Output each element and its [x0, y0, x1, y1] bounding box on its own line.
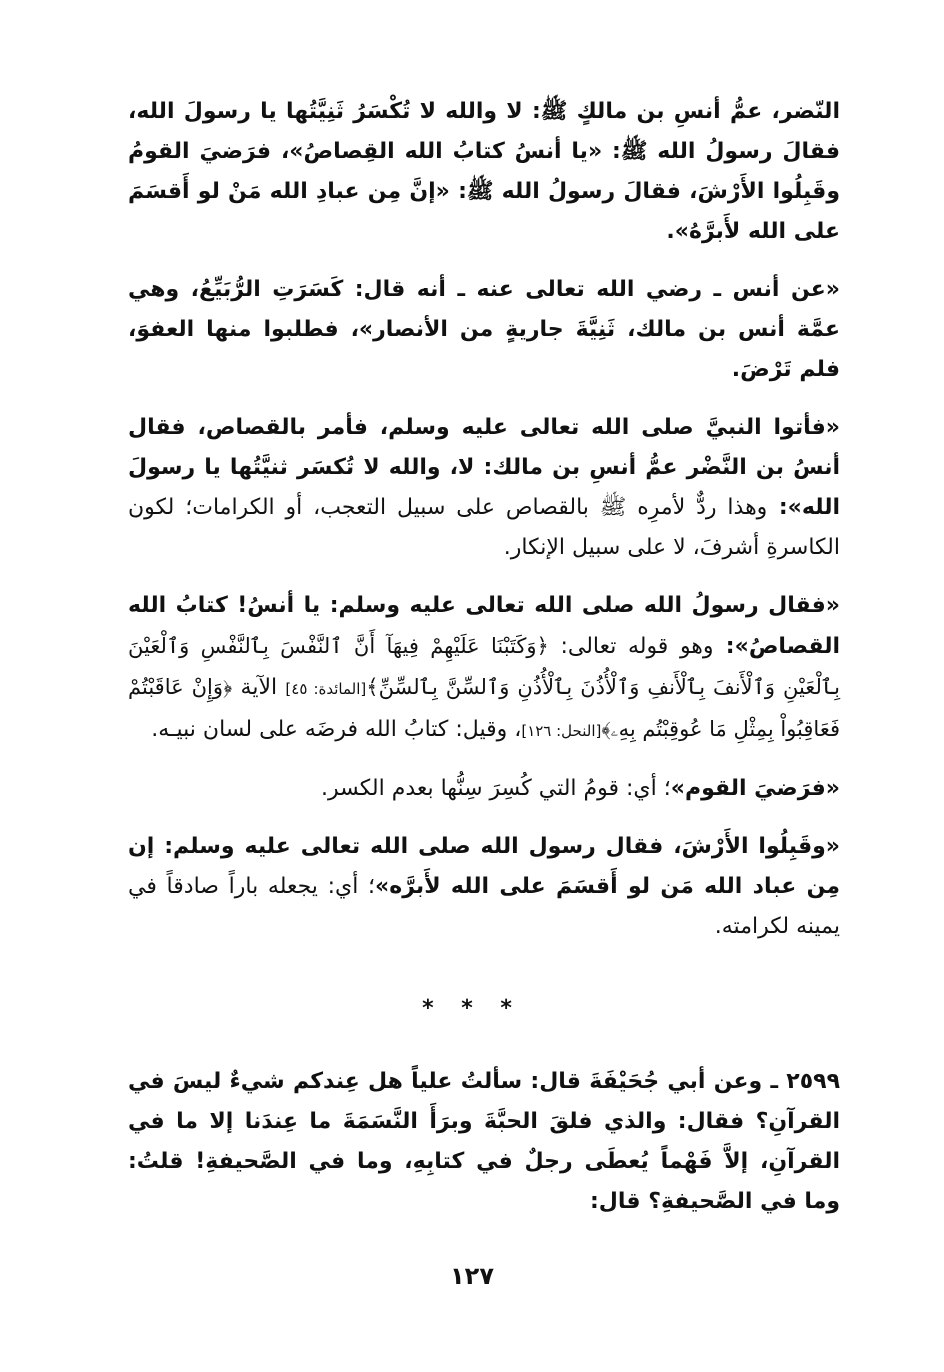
- verse-reference-maidah: [المائدة: ٤٥]: [285, 680, 367, 698]
- paragraph-hadith-2599: [128, 1062, 840, 1222]
- page-number: ١٢٧: [450, 1262, 494, 1290]
- paragraph-book-of-allah: [128, 586, 840, 751]
- section-separator: * * *: [422, 996, 522, 1021]
- hadith-quote: «فرَضيَ القوم»: [670, 776, 840, 801]
- verse-reference-nahl: [النحل: ١٢٦]: [521, 722, 602, 740]
- hadith-quote: «عن أنس ـ رضي الله تعالى عنه ـ أنه قال: كَسَرَتِ الرُّبَيِّعُ، وهي عمَّة أنس بن مالك، ثَنِيَّةَ جاريةٍ من الأنصار»، فطلبوا منها العفوَ، فلم تَرْضَ.: [128, 277, 840, 382]
- hadith-quote: «وقَبِلُوا الأَرْشَ، فقال رسول الله صلى الله تعالى عليه وسلم: إن مِن عباد الله مَن لو أَقسَمَ على الله لأَبرَّه»: [128, 834, 840, 899]
- paragraph-narration: [128, 270, 840, 390]
- hadith-text: ٢٥٩٩ ـ وعن أبي جُحَيْفَةَ قال: سألتُ علياً هل عِندكم شيءٌ ليسَ في القرآنِ؟ فقال: والذي فلقَ الحبَّةَ وبرَأَ النَّسَمَةَ ما عِندَنا إلا ما في القرآنِ، إلاَّ فَهْماً يُعطَى رجلٌ في كتابِهِ، وما في الصَّحيفةِ! قلتُ: وما في الصَّحيفةِ؟ قال:: [128, 1069, 840, 1214]
- commentary-text: [128, 92, 840, 965]
- hadith-quote: «فقال رسولُ الله صلى الله تعالى عليه وسلم: يا أنسُ! كتابُ الله القصاصُ»:: [128, 593, 840, 659]
- commentary-explanation: وهو قوله تعالى:: [548, 634, 714, 659]
- quran-verse-nahl: ﴿وَإِنْ عَاقَبْتُمْ فَعَاقِبُواْ بِمِثْلِ مَا عُوقِبْتُم بِهِۦ﴾: [128, 675, 840, 741]
- commentary-explanation: وهذا ردٌّ لأمرِه ﷺ بالقصاص على سبيل التعجب، أو الكرامات؛ لكون الكاسرةِ أشرفَ، لا على سبيل الإنكار.: [128, 495, 840, 560]
- commentary-explanation: ؛ أي: قومُ التي كُسِرَ سِنُّها بعدم الكسر.: [320, 776, 671, 801]
- paragraph-anas-oath: [128, 408, 840, 568]
- quran-verse-maidah: ﴿وَكَتَبْنَا عَلَيْهِمْ فِيهَآ أَنَّ ٱلنَّفْسَ بِٱلنَّفْسِ وَٱلْعَيْنَ بِٱلْعَيْنِ وَٱلْأَنفَ بِٱلْأَنفِ وَٱلْأُذُنَ بِٱلْأُذُنِ وَٱلسِّنَّ بِٱلسِّنِّ﴾: [128, 634, 840, 699]
- paragraph-accepted-compensation: [128, 827, 840, 947]
- commentary-explanation: ؛ أي: يجعله باراً صادقاً في يمينه لكرامته.: [128, 874, 840, 939]
- paragraph-hadith-continuation: [128, 92, 840, 252]
- hadith-2599: [128, 1062, 840, 1240]
- commentary-explanation: ، وقيل: كتابُ الله فرضَه على لسان نبيـه.: [151, 717, 522, 742]
- commentary-explanation: الآية: [232, 675, 286, 700]
- hadith-quote: «فأتوا النبيَّ صلى الله تعالى عليه وسلم، فأمر بالقصاص، فقال أنسُ بن النَّضْر عمُّ أنسِ بن مالك: لا، والله لا تُكسَر ثنيَّتُها يا رسولَ الله»:: [128, 415, 840, 520]
- paragraph-people-consented: [128, 769, 840, 809]
- hadith-text: النّضر، عمُّ أنسِ بن مالكٍ ﷺ: لا والله لا تُكْسَرُ ثَنِيَّتُها يا رسولَ الله، فقالَ رسولُ الله ﷺ: «يا أنسُ كتابُ الله القِصاصُ»، فرَضيَ القومُ وقَبِلُوا الأَرْشَ، فقالَ رسولُ الله ﷺ: «إنَّ مِن عبادِ الله مَنْ لو أَقسَمَ على الله لأَبرَّهُ».: [128, 99, 840, 244]
